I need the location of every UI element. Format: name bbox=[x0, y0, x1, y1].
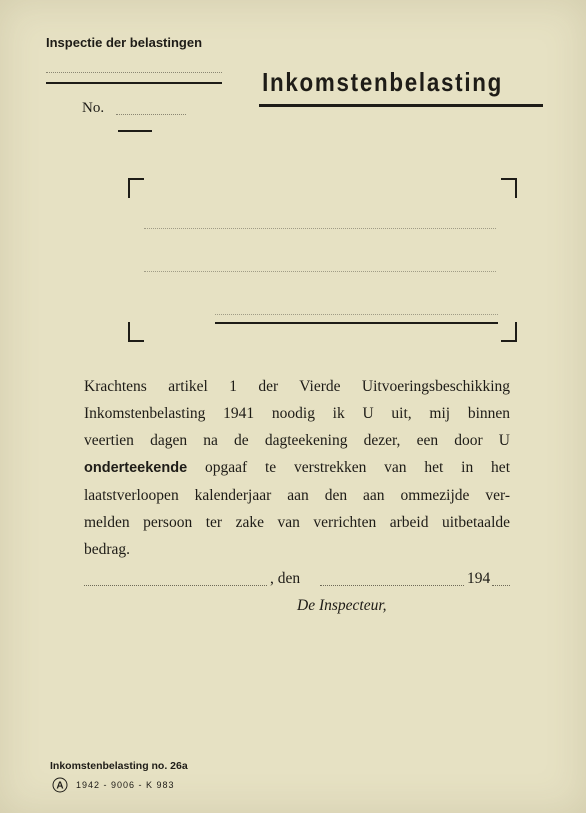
office-dotted-line bbox=[46, 72, 222, 73]
address-corner-bottom-left bbox=[128, 322, 144, 342]
paragraph-line: laatstverloopen kalenderjaar aan den aan ommezijde ver- bbox=[84, 487, 510, 504]
date-separator: , den bbox=[270, 570, 301, 587]
logo-letter: A bbox=[56, 780, 64, 792]
request-paragraph bbox=[84, 373, 510, 563]
paragraph-line bbox=[84, 454, 510, 482]
inspector-signature: De Inspecteur, bbox=[297, 597, 387, 614]
number-rule bbox=[118, 130, 152, 132]
form-title: Inkomstenbelasting bbox=[262, 67, 504, 97]
title-underline bbox=[259, 104, 543, 107]
paragraph-line-rest: opgaaf te verstrekken van het in het bbox=[187, 459, 510, 476]
place-field[interactable] bbox=[84, 585, 267, 586]
office-rule bbox=[46, 82, 222, 84]
address-rule bbox=[215, 322, 498, 324]
year-field[interactable] bbox=[492, 585, 510, 586]
paragraph-line: Krachtens artikel 1 der Vierde Uitvoeringsbeschikking bbox=[84, 378, 510, 395]
tax-office-heading: Inspectie der belastingen bbox=[46, 35, 203, 50]
year-prefix: 194 bbox=[467, 570, 491, 587]
paragraph-line: veertien dagen na de dagteekening dezer, een door U bbox=[84, 432, 510, 449]
printer-logo-icon bbox=[52, 777, 68, 793]
paragraph-line: melden persoon ter zake van verrichten arbeid uitbetaalde bbox=[84, 514, 510, 531]
address-corner-top-right bbox=[501, 178, 517, 198]
date-field[interactable] bbox=[320, 585, 464, 586]
address-corner-top-left bbox=[128, 178, 144, 198]
number-field[interactable] bbox=[116, 114, 186, 115]
signed-emphasis: onderteekende bbox=[84, 460, 188, 476]
paragraph-line: Inkomstenbelasting 1941 noodig ik U uit, mij binnen bbox=[84, 405, 510, 422]
number-label: No. bbox=[82, 100, 105, 116]
address-corner-bottom-right bbox=[501, 322, 517, 342]
address-line[interactable] bbox=[215, 314, 498, 315]
address-line[interactable] bbox=[144, 271, 496, 272]
form-number: Inkomstenbelasting no. 26a bbox=[50, 760, 188, 772]
address-line[interactable] bbox=[144, 228, 496, 229]
print-code: 1942 - 9006 - K 983 bbox=[76, 780, 175, 790]
paragraph-line: bedrag. bbox=[84, 541, 131, 558]
